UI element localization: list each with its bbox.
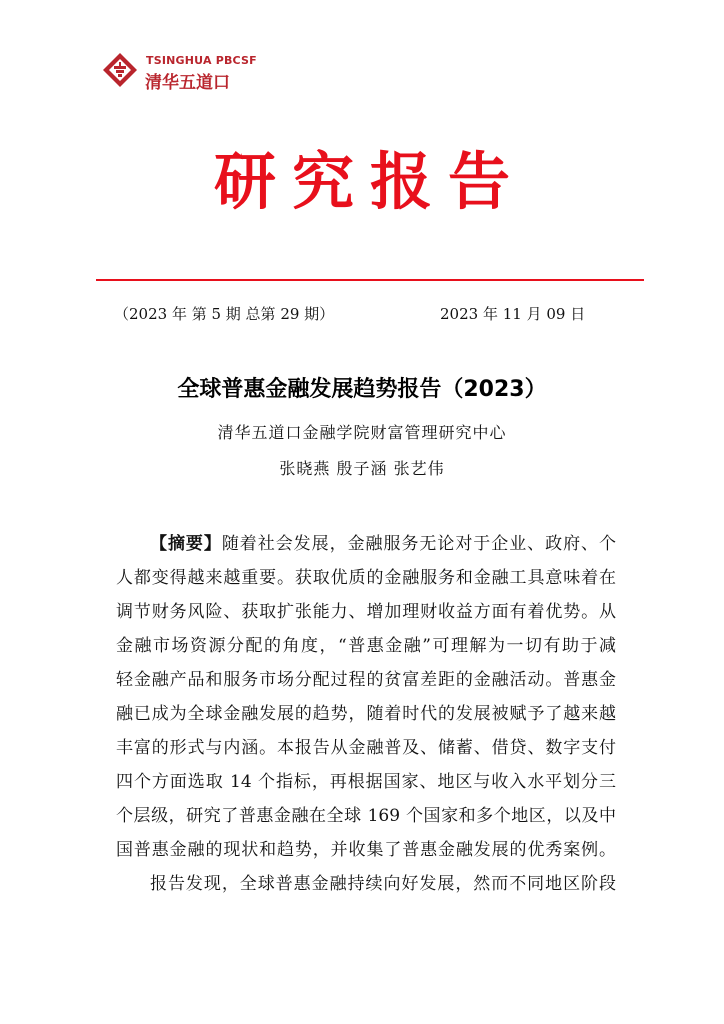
abstract-line: 个层级，研究了普惠金融在全球 169 个国家和多个地区，以及中 bbox=[116, 806, 616, 826]
abstract-line: 四个方面选取 14 个指标，再根据国家、地区与收入水平划分三 bbox=[116, 772, 616, 792]
abstract-line bbox=[116, 529, 616, 559]
abstract-line: 国普惠金融的现状和趋势，并收集了普惠金融发展的优秀案例。 bbox=[116, 840, 616, 860]
red-divider bbox=[96, 279, 644, 281]
authors: 张晓燕 殷子涵 张艺伟 bbox=[279, 459, 445, 478]
abstract-line: 轻金融产品和服务市场分配过程的贫富差距的金融活动。普惠金 bbox=[116, 670, 616, 690]
logo-chinese-name: 清华五道口 bbox=[145, 73, 230, 93]
abstract-line: 报告发现，全球普惠金融持续向好发展，然而不同地区阶段 bbox=[150, 874, 616, 894]
report-title: 全球普惠金融发展趋势报告（2023） bbox=[177, 377, 547, 402]
issue-info: （2023 年 第 5 期 总第 29 期） bbox=[114, 305, 335, 323]
abstract-line: 人都变得越来越重要。获取优质的金融服务和金融工具意味着在 bbox=[116, 568, 616, 588]
abstract-line-text: 随着社会发展，金融服务无论对于企业、政府、个 bbox=[221, 534, 616, 554]
logo-english-name: TSINGHUA PBCSF bbox=[146, 54, 257, 67]
abstract bbox=[116, 529, 616, 903]
pbcsf-emblem-icon bbox=[102, 52, 138, 88]
abstract-line: 调节财务风险、获取扩张能力、增加理财收益方面有着优势。从 bbox=[116, 602, 616, 622]
abstract-label: 【摘要】 bbox=[150, 534, 222, 554]
abstract-line: 融已成为全球金融发展的趋势，随着时代的发展被赋予了越来越 bbox=[116, 704, 616, 724]
report-heading: 研究报告 bbox=[213, 145, 526, 218]
institution: 清华五道口金融学院财富管理研究中心 bbox=[217, 423, 507, 442]
abstract-line: 金融市场资源分配的角度，“普惠金融”可理解为一切有助于减 bbox=[116, 636, 616, 656]
abstract-line: 丰富的形式与内涵。本报告从金融普及、储蓄、借贷、数字支付 bbox=[116, 738, 616, 758]
issue-date: 2023 年 11 月 09 日 bbox=[440, 305, 586, 323]
tsinghua-pbcsf-logo bbox=[102, 50, 282, 94]
